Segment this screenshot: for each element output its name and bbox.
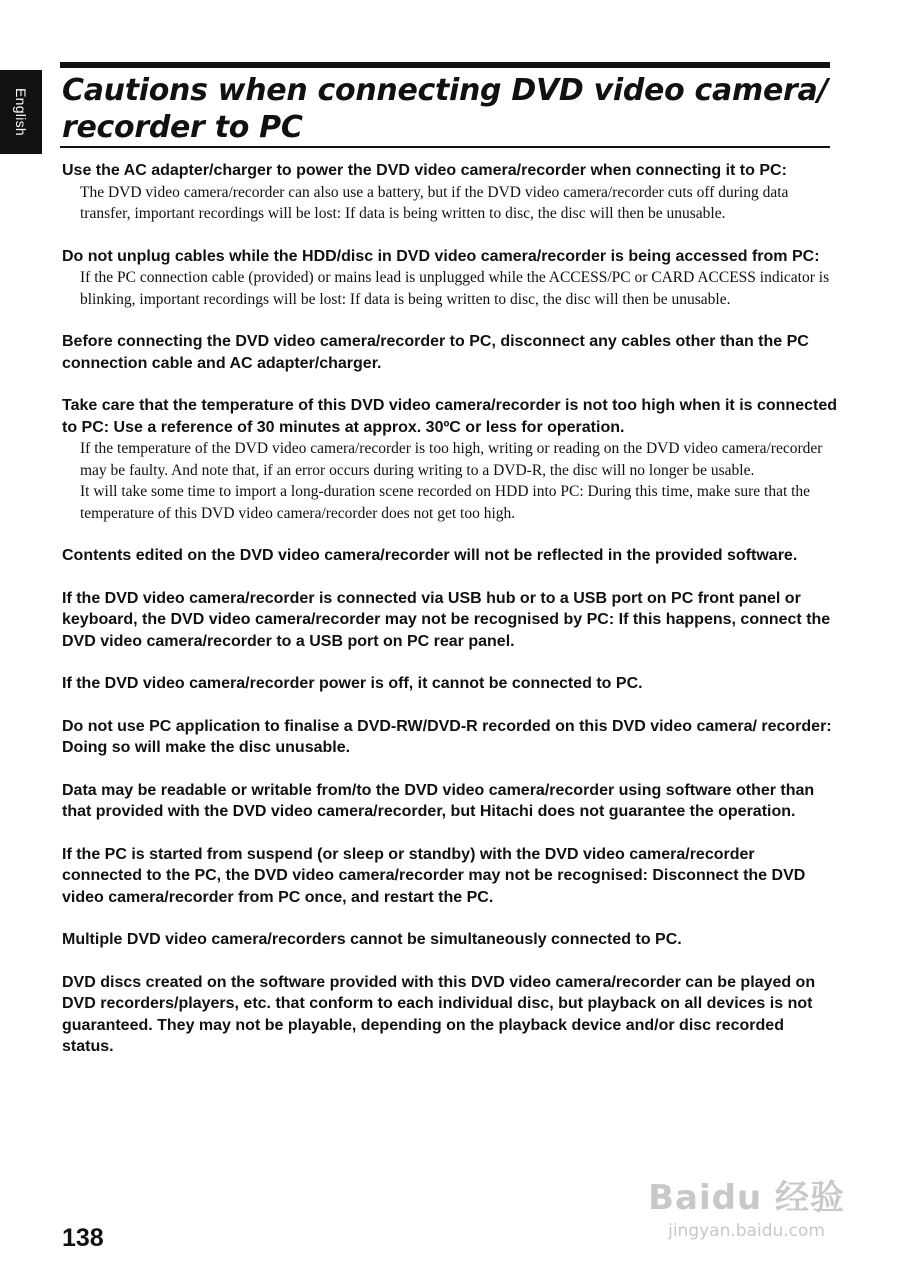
caution-heading: Do not unplug cables while the HDD/disc in DVD video camera/recorder is being accessed from PC:	[62, 247, 820, 265]
page-title: Cautions when connecting DVD video camera/ recorder to PC	[62, 73, 829, 145]
caution-body-text: It will take some time to import a long-duration scene recorded on HDD into PC: During this time, make sure that the temperature of this DVD video camera/recorder does not get too high.	[80, 483, 811, 522]
watermark-logo-text: Baidu 经验	[648, 1178, 845, 1218]
caution-item	[62, 588, 837, 653]
language-tab	[0, 70, 42, 154]
caution-item	[62, 246, 837, 311]
caution-heading: If the DVD video camera/recorder is connected via USB hub or to a USB port on PC front panel or keyboard, the DVD video camera/recorder may not be recognised by PC: If this happens, connect the DVD video camera/recorder to a USB port on PC rear panel.	[62, 589, 831, 650]
caution-heading: Do not use PC application to finalise a DVD-RW/DVD-R recorded on this DVD video camera/ recorder: Doing so will make the disc unusable.	[62, 717, 832, 756]
caution-heading: Contents edited on the DVD video camera/recorder will not be reflected in the provided software.	[62, 547, 798, 564]
caution-heading: Before connecting the DVD video camera/recorder to PC, disconnect any cables other than the PC connection cable and AC adapter/charger.	[62, 333, 809, 372]
caution-body-text: If the temperature of the DVD video camera/recorder is too high, writing or reading on the DVD video camera/recorder may be faulty. And note that, if an error occurs during writing to a DVD-R, the disc will no longer be usable.	[80, 440, 823, 479]
caution-heading: If the DVD video camera/recorder power is off, it cannot be connected to PC.	[62, 675, 643, 692]
caution-item	[62, 844, 837, 909]
caution-body-text: The DVD video camera/recorder can also use a battery, but if the DVD video camera/recorder cuts off during data transfer, important recordings will be lost: If data is being written to disc, the disc will then be unusable.	[80, 183, 789, 222]
language-tab-label: English	[13, 87, 29, 137]
page-number: 138	[62, 1224, 104, 1252]
caution-item	[62, 545, 837, 567]
caution-item	[62, 716, 837, 759]
caution-item	[62, 929, 837, 951]
title-rule	[60, 146, 830, 148]
caution-item	[62, 673, 837, 695]
caution-heading: Use the AC adapter/charger to power the DVD video camera/recorder when connecting it to PC:	[62, 162, 787, 179]
caution-heading: Multiple DVD video camera/recorders cannot be simultaneously connected to PC.	[62, 931, 682, 948]
caution-body-text: If the PC connection cable (provided) or mains lead is unplugged while the ACCESS/PC or CARD ACCESS indicator is blinking, important recordings will be lost: If data is being written to disc, the disc will then be unusable.	[80, 269, 830, 308]
watermark-url: jingyan.baidu.com	[668, 1221, 825, 1241]
caution-heading: Take care that the temperature of this DVD video camera/recorder is not too high when it is connected to PC: Use a reference of 30 minutes at approx. 30ºC or less for operation.	[62, 397, 837, 436]
caution-item	[62, 780, 837, 823]
top-rule	[60, 62, 830, 68]
caution-heading: DVD discs created on the software provided with this DVD video camera/recorder can be played on DVD recorders/players, etc. that conform to each individual disc, but playback on all devices is not guaranteed. They may not be playable, depending on the playback device and/or disc recorded status.	[62, 973, 816, 1055]
watermark	[648, 1170, 845, 1241]
caution-item	[62, 331, 837, 374]
caution-item	[62, 160, 837, 225]
caution-item	[62, 972, 837, 1058]
caution-item	[62, 395, 837, 524]
caution-heading: Data may be readable or writable from/to the DVD video camera/recorder using software other than that provided with the DVD video camera/recorder, but Hitachi does not guarantee the operation.	[62, 781, 815, 820]
cautions-list	[62, 160, 837, 1079]
caution-heading: If the PC is started from suspend (or sleep or standby) with the DVD video camera/recorder connected to the PC, the DVD video camera/recorder may not be recognised: Disconnect the DVD video camera/recorder from PC once, and restart the PC.	[62, 845, 806, 906]
